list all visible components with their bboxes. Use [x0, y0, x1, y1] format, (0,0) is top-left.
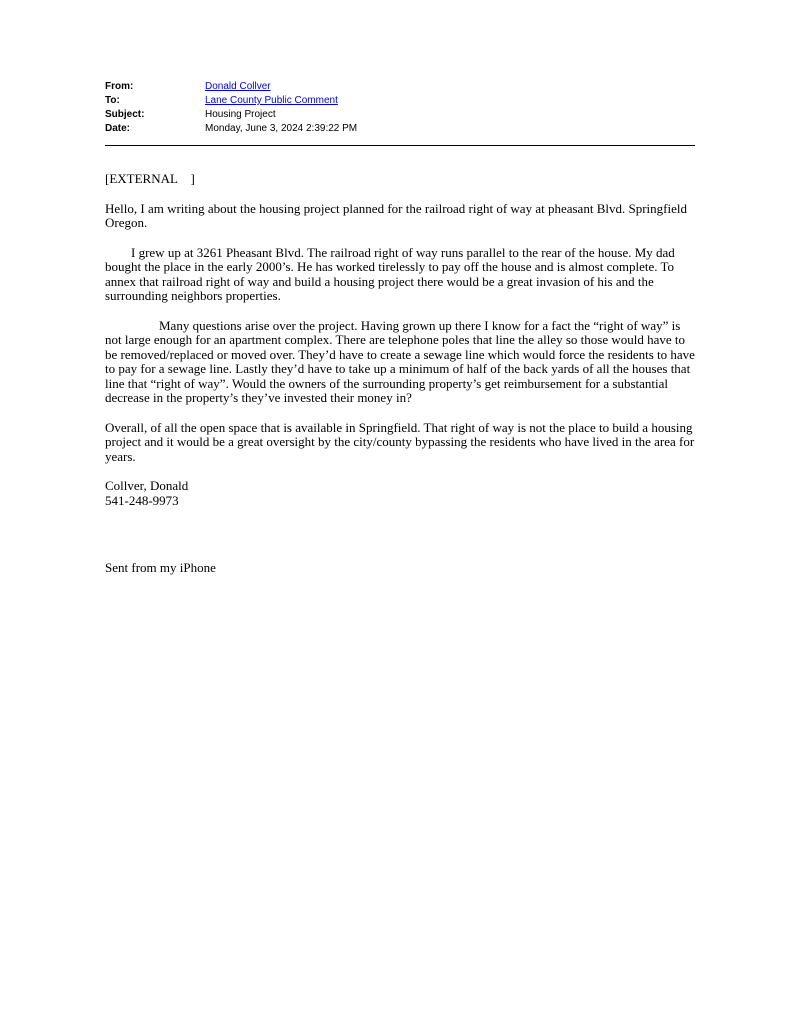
- body-paragraph-1: Hello, I am writing about the housing project planned for the railroad right of way at pheasant Blvd. Springfield Oregon.: [105, 200, 687, 230]
- date-label: Date:: [105, 123, 131, 134]
- subject-value: Housing Project: [205, 109, 276, 120]
- header-divider: [105, 145, 695, 146]
- body-paragraph-3: Many questions arise over the project. Having grown up there I know for a fact the “right of way” is not large enough for an apartment complex. There are telephone poles that line the alley so those would have to be removed/replaced or moved over. They’d have to create a sewage line which would force the residents to have to pay for a sewage line. Lastly they’d have to take up a minimum of half of the back yards of all the houses that line that “right of way”. Would the owners of the surrounding property’s get reimbursement for a substantial decrease in the property’s they’ve invested their money in?: [105, 317, 695, 405]
- header-row-subject: [105, 108, 695, 122]
- from-link[interactable]: Donald Collver: [205, 81, 271, 92]
- email-header: [105, 80, 695, 146]
- subject-label: Subject:: [105, 109, 145, 120]
- to-label: To:: [105, 95, 120, 106]
- external-tag: [EXTERNAL ]: [105, 171, 195, 186]
- header-row-to: [105, 94, 695, 108]
- signature-block: [105, 479, 695, 508]
- email-body: [105, 172, 695, 576]
- header-row-date: [105, 122, 695, 136]
- body-paragraph-2: I grew up at 3261 Pheasant Blvd. The railroad right of way runs parallel to the rear of the house. My dad bought the place in the early 2000’s. He has worked tirelessly to pay off the house and is almost complete. To annex that railroad right of way and build a housing project there would be a great invasion of his and the surrounding neighbors properties.: [105, 244, 675, 303]
- from-label: From:: [105, 81, 134, 92]
- date-value: Monday, June 3, 2024 2:39:22 PM: [205, 123, 358, 134]
- body-paragraph-4: Overall, of all the open space that is available in Springfield. That right of way is not the place to build a housing project and it would be a great oversight by the city/county bypassing the residents who have lived in the area for years.: [105, 419, 695, 464]
- sent-from-iphone: Sent from my iPhone: [105, 560, 216, 575]
- to-link[interactable]: Lane County Public Comment: [205, 95, 338, 106]
- header-row-from: [105, 80, 695, 94]
- signature-phone: 541-248-9973: [105, 492, 179, 508]
- signature-name: Collver, Donald: [105, 478, 189, 493]
